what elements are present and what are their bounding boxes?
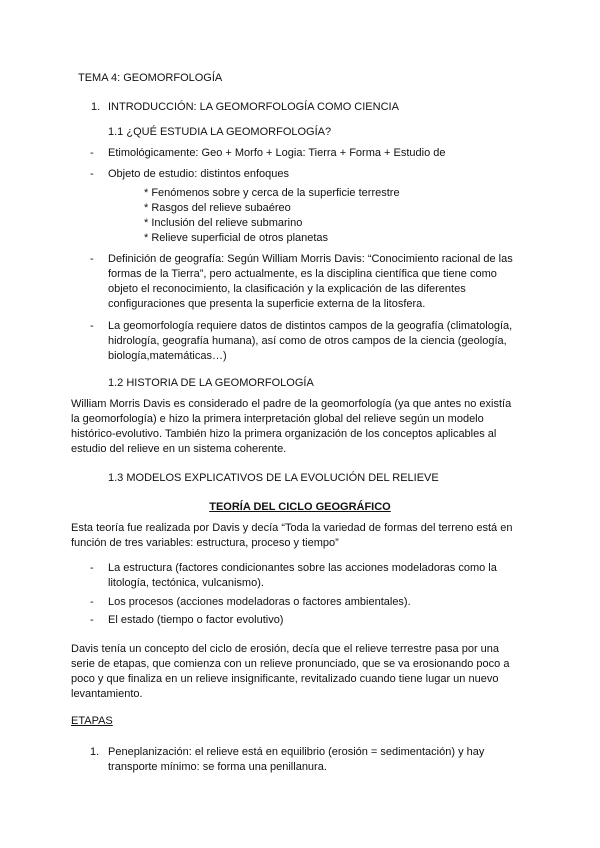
list-item: Los procesos (acciones modeladoras o factores ambientales).	[108, 596, 411, 608]
subsection-title: 1.3 MODELOS EXPLICATIVOS DE LA EVOLUCIÓN DEL RELIEVE	[108, 472, 439, 484]
sub-list-item: * Relieve superficial de otros planetas	[144, 232, 329, 244]
paragraph-line: hidrología, geografía humana), así como de otros campos de la ciencia (geología,	[108, 335, 507, 347]
document-title: TEMA 4: GEOMORFOLOGÍA	[78, 72, 223, 84]
section-title: INTRODUCCIÓN: LA GEOMORFOLOGÍA COMO CIENCIA	[108, 101, 399, 113]
paragraph-line: La geomorfología requiere datos de distintos campos de la geografía (climatología,	[108, 320, 513, 332]
bullet-dash: -	[90, 562, 94, 574]
paragraph-line: poco y que finaliza en un relieve insignificante, revitalizado cuando tiene lugar un nuevo	[71, 673, 499, 685]
list-item: Peneplanización: el relieve está en equilibrio (erosión = sedimentación) y hay	[108, 746, 485, 758]
sub-list-item: * Rasgos del relieve subaéreo	[144, 202, 291, 214]
list-item: Objeto de estudio: distintos enfoques	[108, 168, 290, 180]
paragraph-line: Esta teoría fue realizada por Davis y decía “Toda la variedad de formas del terreno está en	[71, 522, 513, 534]
paragraph-line: histórico-evolutivo. También hizo la primera organización de los conceptos aplicables al	[71, 428, 497, 440]
subsection-title: 1.2 HISTORIA DE LA GEOMORFOLOGÍA	[108, 377, 314, 389]
paragraph-line: estudio del relieve en un sistema coherente.	[71, 443, 287, 455]
paragraph-line: William Morris Davis es considerado el padre de la geomorfología (ya que antes no existía	[71, 398, 512, 410]
paragraph-line: Definición de geografía: Según William Morris Davis: “Conocimiento racional de las	[108, 253, 513, 265]
bullet-dash: -	[90, 168, 94, 180]
list-item: El estado (tiempo o factor evolutivo)	[108, 614, 284, 626]
list-item: Etimológicamente: Geo + Morfo + Logia: Tierra + Forma + Estudio de	[108, 147, 446, 159]
bullet-dash: -	[90, 614, 94, 626]
paragraph-line: objeto el reconocimiento, la clasificación y la explicación de las diferentes	[108, 283, 466, 295]
list-item: La estructura (factores condicionantes sobre las acciones modeladoras como la	[108, 562, 497, 574]
paragraph-line: la geomorfología) e hizo la primera interpretación global del relieve según un modelo	[71, 413, 484, 425]
paragraph-line: Davis tenía un concepto del ciclo de erosión, decía que el relieve terrestre pasa por una	[71, 643, 500, 655]
etapas-heading: ETAPAS	[71, 715, 113, 727]
paragraph-line: formas de la Tierra”, pero actualmente, es la disciplina científica que tiene como	[108, 268, 497, 280]
paragraph-line: configuraciones que presenta la superficie externa de la litosfera.	[108, 298, 426, 310]
section-number: 1.	[91, 101, 101, 113]
bullet-dash: -	[90, 596, 94, 608]
list-item: litología, tectónica, vulcanismo).	[108, 577, 264, 589]
list-number: 1.	[90, 746, 100, 758]
subsection-title: 1.1 ¿QUÉ ESTUDIA LA GEOMORFOLOGÍA?	[108, 126, 332, 138]
bullet-dash: -	[90, 320, 94, 332]
paragraph-line: levantamiento.	[71, 688, 143, 700]
paragraph-line: biología,matemáticas…)	[108, 350, 227, 362]
theory-title: TEORÍA DEL CICLO GEOGRÁFICO	[209, 501, 391, 513]
paragraph-line: función de tres variables: estructura, proceso y tiempo”	[71, 537, 339, 549]
sub-list-item: * Fenómenos sobre y cerca de la superficie terrestre	[144, 187, 400, 199]
paragraph-line: serie de etapas, que comienza con un relieve pronunciado, que se va erosionando poco a	[71, 658, 510, 670]
sub-list-item: * Inclusión del relieve submarino	[144, 217, 303, 229]
bullet-dash: -	[90, 147, 94, 159]
bullet-dash: -	[90, 253, 94, 265]
list-item: transporte mínimo: se forma una penillanura.	[108, 761, 327, 773]
